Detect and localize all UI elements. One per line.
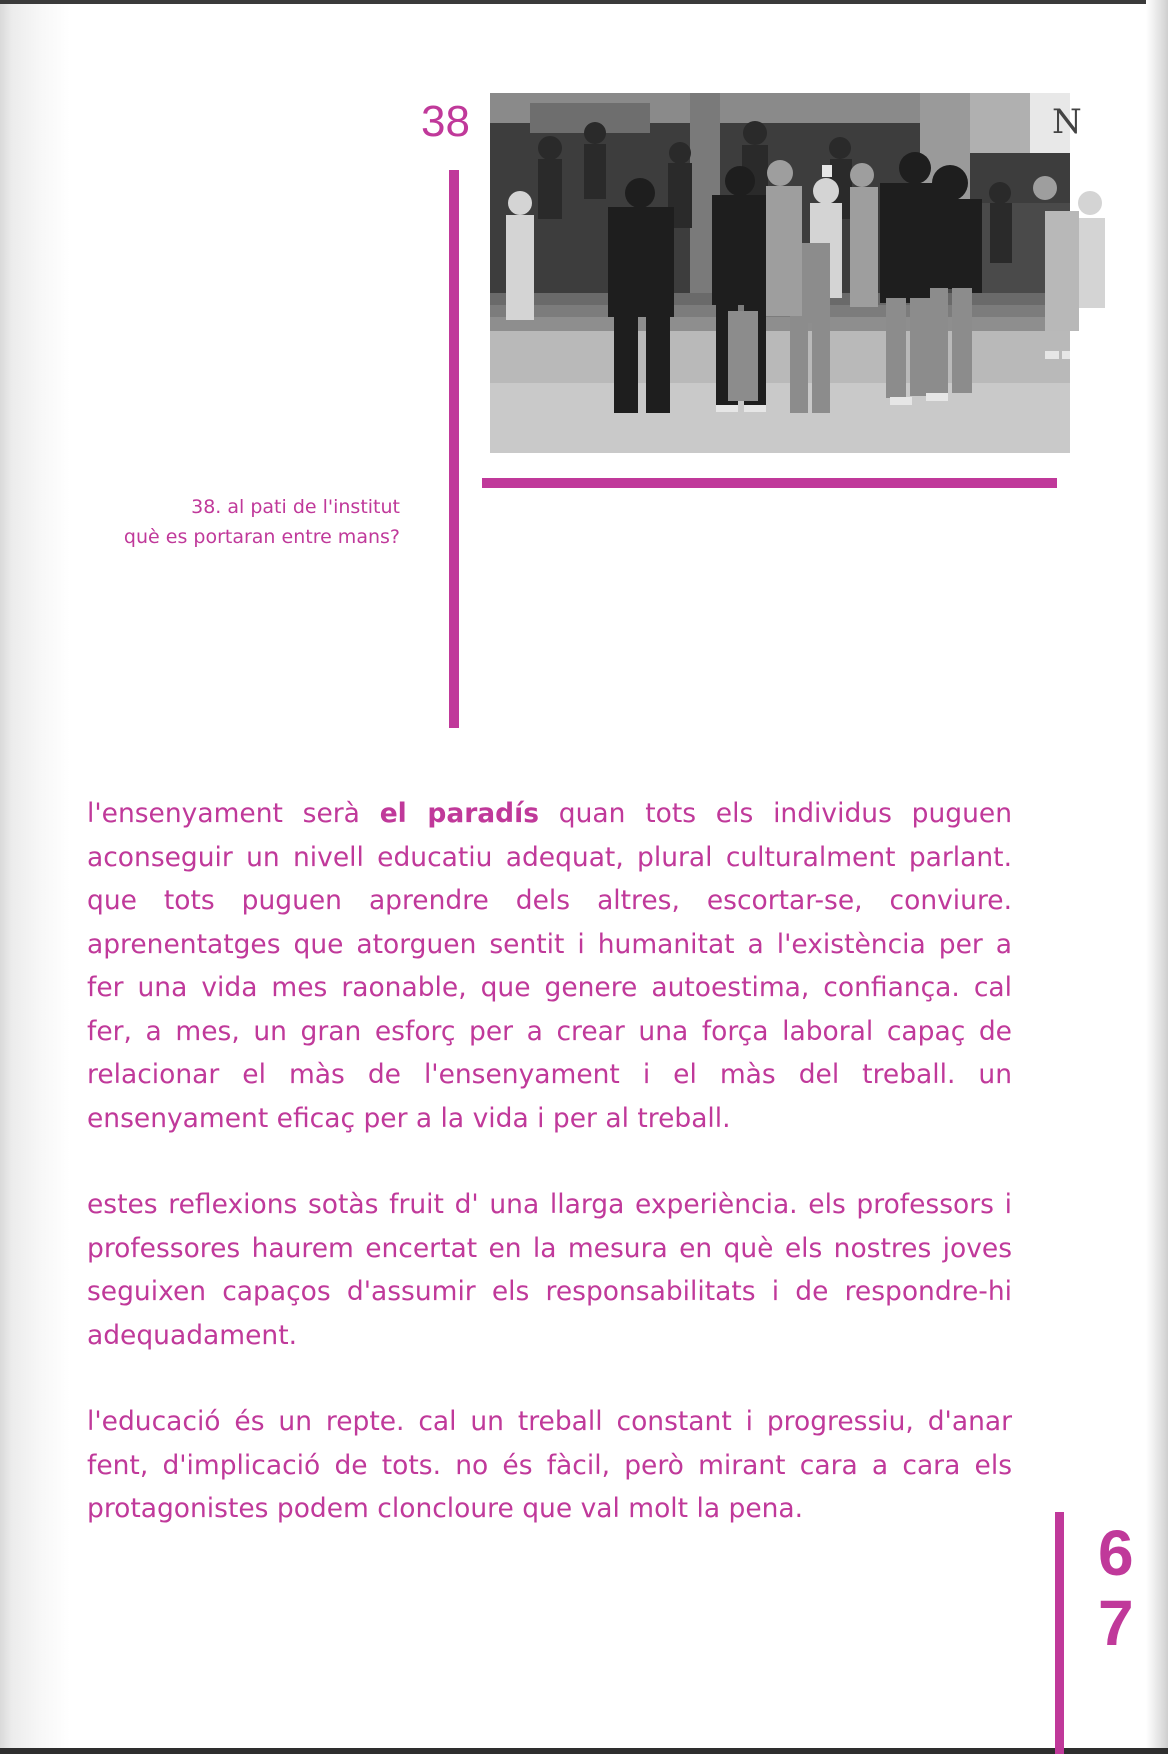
photo-sign-letter: N [1052,102,1082,142]
paragraph-3: l'educació és un repte. cal un treball constant i progressiu, d'anar fent, d'implicació de tots. no és fàcil, però mirant cara a cara els protagonistes podem cloncloure que val molt la pena. [87,1406,1012,1524]
page-number-units: 7 [1098,1587,1134,1659]
body-text [87,792,1012,1574]
paragraph-1-rest: quan tots els individus puguen aconseguir un nivell educatiu adequat, plural culturalment parlant. que tots puguen aprendre dels altres, escortar-se, conviure. aprenentatges que atorguen sentit i humanitat a l'existència per a fer una vida mes raonable, que genere autoestima, confiança. cal fer, a mes, un gran esforç per a crear una força laboral capaç de relacionar el màs de l'ensenyament i el màs del treball. un ensenyament eficaç per a la vida i per al treball. [87,798,1012,1134]
figure-caption [60,492,400,552]
paragraph-2: estes reflexions sotàs fruit d' una llarga experiència. els professors i professores haurem encertat en la mesura en què els nostres joves seguixen capaços d'assumir els responsabilitats i de respondre-hi adequadament. [87,1189,1012,1351]
vertical-accent-rule [449,170,459,728]
page-number-tens: 6 [1098,1517,1134,1589]
paragraph-1 [87,792,1012,1140]
scan-top-edge [0,0,1168,4]
horizontal-accent-rule [482,478,1057,488]
caption-line-2: què es portaran entre mans? [123,526,400,548]
figure-number: 38 [421,97,470,146]
scan-bottom-edge [0,1748,1168,1754]
page-number-rule [1055,1512,1064,1754]
schoolyard-photo [490,93,1082,453]
scan-right-edge [1146,0,1168,1754]
caption-line-1: 38. al pati de l'institut [191,496,400,518]
paragraph-1-emphasis: el paradís [379,798,539,829]
paragraph-1-lead: l'ensenyament serà [87,798,380,829]
